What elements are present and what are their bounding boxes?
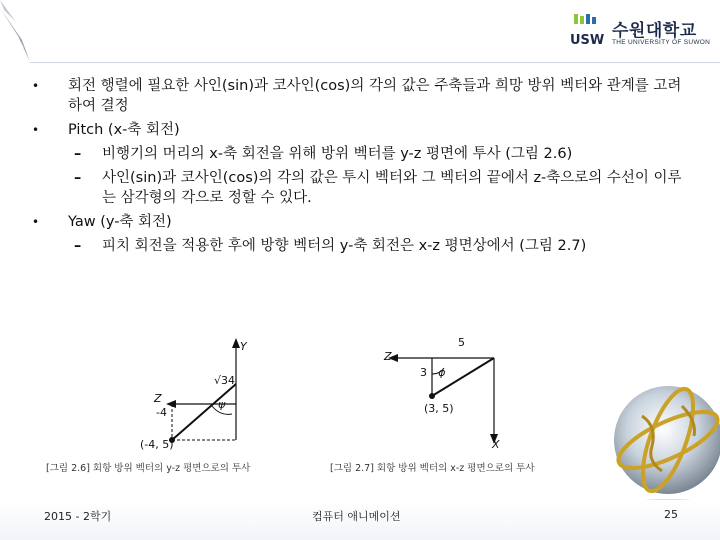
globe-decoration	[602, 376, 720, 510]
fig1-hypotenuse: √34	[214, 374, 236, 387]
dash-icon: –	[74, 238, 82, 254]
bullet-item	[28, 76, 688, 116]
sub-bullet-text: 사인(sin)과 코사인(cos)의 각의 값은 투시 벡터와 그 벡터의 끝에서 z-축으로의 수선이 이루는 삼각형의 각으로 정할 수 있다.	[102, 170, 682, 206]
figure-2-7-diagram	[370, 330, 520, 452]
bullet-item	[28, 212, 688, 232]
bullet-dot-icon: •	[32, 215, 40, 229]
fig2-angle: φ	[438, 366, 446, 379]
fig1-point: (-4, 5)	[140, 438, 174, 451]
fig2-point: (3, 5)	[424, 402, 454, 415]
bullet-text: 회전 행렬에 필요한 사인(sin)과 코사인(cos)의 각의 값은 주축들과 희망 방위 벡터와 관계를 고려하여 결정	[68, 78, 682, 114]
footer-term: 2015 - 2학기	[44, 510, 112, 523]
sub-bullet-item	[28, 168, 688, 208]
bullet-list	[28, 76, 688, 260]
figure-2-6-caption: [그림 2.6] 회항 방위 벡터의 y-z 평면으로의 투사	[46, 463, 251, 474]
university-name: 수원대학교	[612, 21, 697, 41]
header-divider	[30, 62, 720, 63]
sub-bullet-item	[28, 144, 688, 164]
bullet-text: Pitch (x-축 회전)	[68, 122, 180, 138]
bullet-dot-icon: •	[32, 79, 40, 93]
figure-2-7	[370, 330, 520, 452]
figure-2-7-caption: [그림 2.7] 회항 방위 벡터의 x-z 평면으로의 투사	[330, 463, 535, 474]
sub-bullet-item	[28, 236, 688, 256]
university-logo	[570, 14, 710, 54]
figure-2-6	[140, 336, 280, 454]
page-number: 25	[664, 508, 678, 521]
dash-icon: –	[74, 146, 82, 162]
fig1-side: -4	[156, 406, 167, 419]
bullet-text: Yaw (y-축 회전)	[68, 214, 172, 230]
dash-icon: –	[74, 170, 82, 186]
sub-bullet-text: 피치 회전을 적용한 후에 방향 벡터의 y-축 회전은 x-z 평면상에서 (그림 2.7)	[102, 238, 587, 254]
fig2-side: 3	[420, 366, 427, 379]
footer-course: 컴퓨터 애니메이션	[312, 510, 401, 523]
fig2-top: 5	[458, 336, 465, 349]
fig1-angle: ψ	[218, 398, 226, 411]
fig2-axis-x: X	[492, 438, 500, 451]
usw-emblem-icon	[570, 14, 608, 50]
fig2-axis-z: Z	[384, 350, 392, 363]
fig1-axis-z: Z	[154, 392, 162, 405]
svg-text:USW: USW	[570, 33, 605, 48]
bullet-item	[28, 120, 688, 140]
swoosh-decoration	[0, 0, 60, 70]
fig1-axis-y: Y	[240, 340, 247, 353]
bullet-dot-icon: •	[32, 123, 40, 137]
university-subtitle: THE UNIVERSITY OF SUWON	[612, 39, 711, 46]
sub-bullet-text: 비행기의 머리의 x-축 회전을 위해 방위 벡터를 y-z 평면에 투사 (그림 2.6)	[102, 146, 573, 162]
